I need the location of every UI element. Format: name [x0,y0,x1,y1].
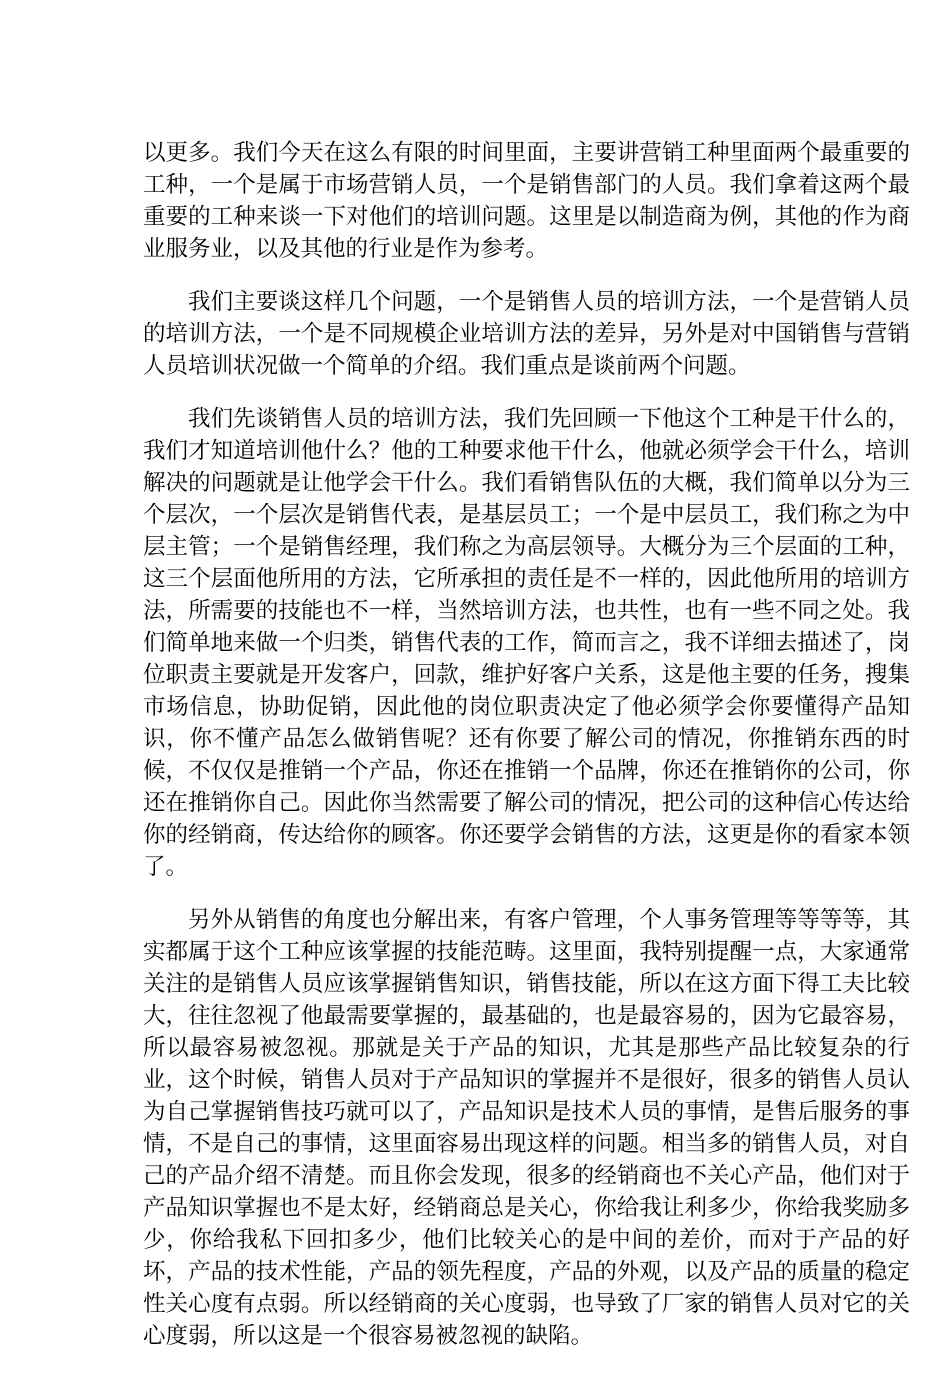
paragraph-4: 另外从销售的角度也分解出来，有客户管理，个人事务管理等等等等，其实都属于这个工种应该掌握的技能范畴。这里面，我特别提醒一点，大家通常关注的是销售人员应该掌握销售知识，销售技能，所以在这方面下得工夫比较大，往往忽视了他最需要掌握的，最基础的，也是最容易的，因为它最容易，所以最容易被忽视。那就是关于产品的知识，尤其是那些产品比较复杂的行业，这个时候，销售人员对于产品知识的掌握并不是很好，很多的销售人员认为自己掌握销售技巧就可以了，产品知识是技术人员的事情，是售后服务的事情，不是自己的事情，这里面容易出现这样的问题。相当多的销售人员，对自己的产品介绍不清楚。而且你会发现，很多的经销商也不关心产品，他们对于产品知识掌握也不是太好，经销商总是关心，你给我让利多少，你给我奖励多少，你给我私下回扣多少，他们比较关心的是中间的差价，而对于产品的好坏，产品的技术性能，产品的领先程度，产品的外观，以及产品的质量的稳定性关心度有点弱。所以经销商的关心度弱，也导致了厂家的销售人员对它的关心度弱，所以这是一个很容易被忽视的缺陷。 [143,907,910,1349]
paragraph-1: 以更多。我们今天在这么有限的时间里面，主要讲营销工种里面两个最重要的工种，一个是属于市场营销人员，一个是销售部门的人员。我们拿着这两个最重要的工种来谈一下对他们的培训问题。这里是以制造商为例，其他的作为商业服务业，以及其他的行业是作为参考。 [143,140,910,262]
paragraph-2: 我们主要谈这样几个问题，一个是销售人员的培训方法，一个是营销人员的培训方法，一个是不同规模企业培训方法的差异，另外是对中国销售与营销人员培训状况做一个简单的介绍。我们重点是谈前两个问题。 [143,289,910,379]
document-body [143,137,910,1373]
paragraph-3: 我们先谈销售人员的培训方法，我们先回顾一下他这个工种是干什么的，我们才知道培训他什么？他的工种要求他干什么，他就必须学会干什么，培训解决的问题就是让他学会干什么。我们看销售队伍的大概，我们简单以分为三个层次，一个层次是销售代表，是基层员工；一个是中层员工，我们称之为中层主管；一个是销售经理，我们称之为高层领导。大概分为三个层面的工种，这三个层面他所用的方法，它所承担的责任是不一样的，因此他所用的培训方法，所需要的技能也不一样，当然培训方法，也共性，也有一些不同之处。我们简单地来做一个归类，销售代表的工作，简而言之，我不详细去描述了，岗位职责主要就是开发客户，回款，维护好客户关系，这是他主要的任务，搜集市场信息，协助促销，因此他的岗位职责决定了他必须学会你要懂得产品知识，你不懂产品怎么做销售呢？还有你要了解公司的情况，你推销东西的时候，不仅仅是推销一个产品，你还在推销一个品牌，你还在推销你的公司，你还在推销你自己。因此你当然需要了解公司的情况，把公司的这种信心传达给你的经销商，传达给你的顾客。你还要学会销售的方法，这更是你的看家本领了。 [143,406,910,880]
